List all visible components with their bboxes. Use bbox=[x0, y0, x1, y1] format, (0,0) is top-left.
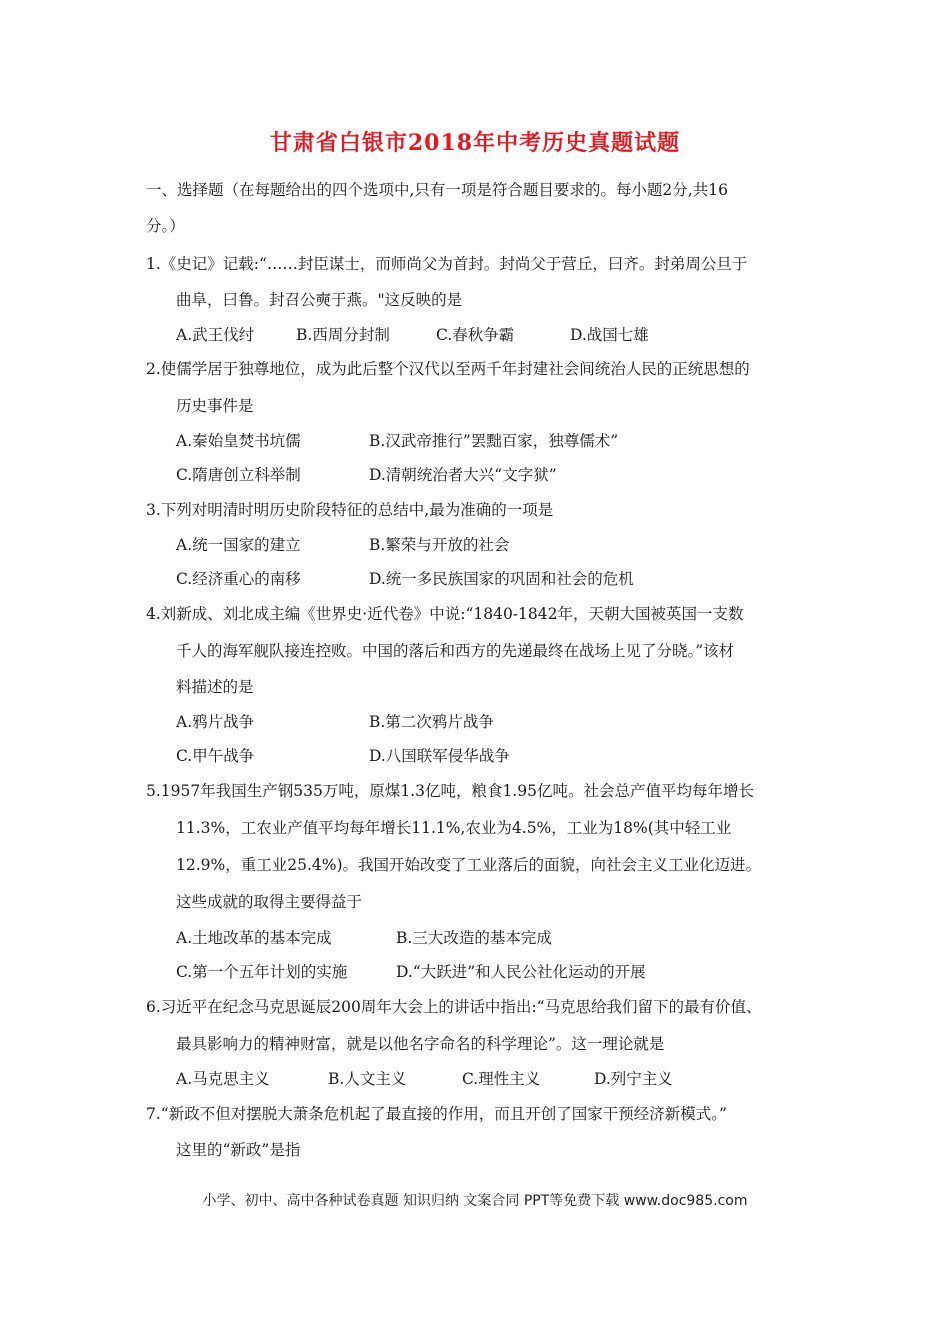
q5-option-a: A.土地改革的基本完成 bbox=[176, 929, 332, 947]
q4-stem-line1: 4.刘新成、刘北成主编《世界史·近代卷》中说:“1840-1842年，天朝大国被英国一支数 bbox=[146, 605, 744, 623]
section-instruction-line2: 分。） bbox=[146, 217, 185, 235]
q5-stem-line2: 11.3%，工农业产值平均每年增长11.1%,农业为4.5%，工业为18%(其中轻工业 bbox=[176, 819, 732, 837]
q2-option-a: A.秦始皇焚书坑儒 bbox=[176, 432, 301, 450]
q6-option-d: D.列宁主义 bbox=[594, 1070, 673, 1088]
q5-stem-line1: 5.1957年我国生产钢535万吨，原煤1.3亿吨，粮食1.95亿吨。社会总产值平均每年增长 bbox=[146, 782, 754, 800]
q4-option-d: D.八国联军侵华战争 bbox=[369, 747, 510, 765]
q2-option-d: D.清朝统治者大兴“文字狱” bbox=[369, 466, 557, 484]
q4-option-c: C.甲午战争 bbox=[176, 747, 255, 765]
q3-stem-line1: 3.下列对明清时明历史阶段特征的总结中,最为准确的一项是 bbox=[146, 501, 554, 519]
page-footer: 小学、初中、高中各种试卷真题 知识归纳 文案合同 PPT等免费下载 www.doc985.com bbox=[202, 1193, 748, 1209]
q1-option-d: D.战国七雄 bbox=[570, 326, 649, 344]
q1-option-a: A.武王伐纣 bbox=[176, 326, 255, 344]
q3-option-d: D.统一多民族国家的巩固和社会的危机 bbox=[369, 570, 634, 588]
q3-option-a: A.统一国家的建立 bbox=[176, 536, 301, 554]
q2-option-b: B.汉武帝推行”罢黜百家，独尊儒术” bbox=[369, 432, 619, 450]
q5-option-c: C.第一个五年计划的实施 bbox=[176, 963, 348, 981]
q2-stem-line1: 2.使儒学居于独尊地位，成为此后整个汉代以至两千年封建社会间统治人民的正统思想的 bbox=[146, 360, 750, 378]
q6-option-b: B.人文主义 bbox=[328, 1070, 407, 1088]
q5-stem-line4: 这些成就的取得主要得益于 bbox=[176, 893, 363, 911]
q6-stem-line2: 最具影响力的精神财富，就是以他名字命名的科学理论”。这一理论就是 bbox=[176, 1035, 665, 1053]
q7-stem-line1: 7.“新政不但对摆脱大萧条危机起了最直接的作用，而且开创了国家干预经济新模式。” bbox=[146, 1105, 727, 1123]
q1-stem-line1: 1.《史记》记载:“……封臣谋士，而师尚父为首封。封尚父于营丘，曰齐。封弟周公旦于 bbox=[146, 255, 748, 273]
q6-stem-line1: 6.习近平在纪念马克思诞辰200周年大会上的讲话中指出:“马克思给我们留下的最有价值、 bbox=[146, 998, 762, 1016]
q3-option-c: C.经济重心的南移 bbox=[176, 570, 301, 588]
page-title: 甘肃省白银市2018年中考历史真题试题 bbox=[269, 130, 681, 156]
q6-option-a: A.马克思主义 bbox=[176, 1070, 270, 1088]
q1-option-b: B.西周分封制 bbox=[296, 326, 390, 344]
q3-option-b: B.繁荣与开放的社会 bbox=[369, 536, 510, 554]
q4-stem-line3: 料描述的是 bbox=[176, 678, 254, 696]
q4-stem-line2: 千人的海军舰队接连控败。中国的落后和西方的先递最终在战场上见了分晓。”该材 bbox=[176, 642, 735, 660]
q2-stem-line2: 历史事件是 bbox=[176, 397, 254, 415]
q5-option-b: B.三大改造的基本完成 bbox=[396, 929, 552, 947]
q5-stem-line3: 12.9%，重工业25.4%)。我国开始改变了工业落后的面貌，向社会主义工业化迈进。 bbox=[176, 856, 762, 874]
q7-stem-line2: 这里的“新政”是指 bbox=[176, 1141, 301, 1159]
section-instruction-line1: 一、选择题（在每题给出的四个选项中,只有一项是符合题目要求的。每小题2分,共16 bbox=[146, 181, 728, 199]
q5-option-d: D.“大跃进”和人民公社化运动的开展 bbox=[396, 963, 646, 981]
q1-option-c: C.春秋争霸 bbox=[436, 326, 515, 344]
q2-option-c: C.隋唐创立科举制 bbox=[176, 466, 301, 484]
q1-stem-line2: 曲阜，曰鲁。封召公奭于燕。"这反映的是 bbox=[176, 291, 463, 309]
q4-option-b: B.第二次鸦片战争 bbox=[369, 713, 494, 731]
q6-option-c: C.理性主义 bbox=[462, 1070, 541, 1088]
q4-option-a: A.鸦片战争 bbox=[176, 713, 255, 731]
